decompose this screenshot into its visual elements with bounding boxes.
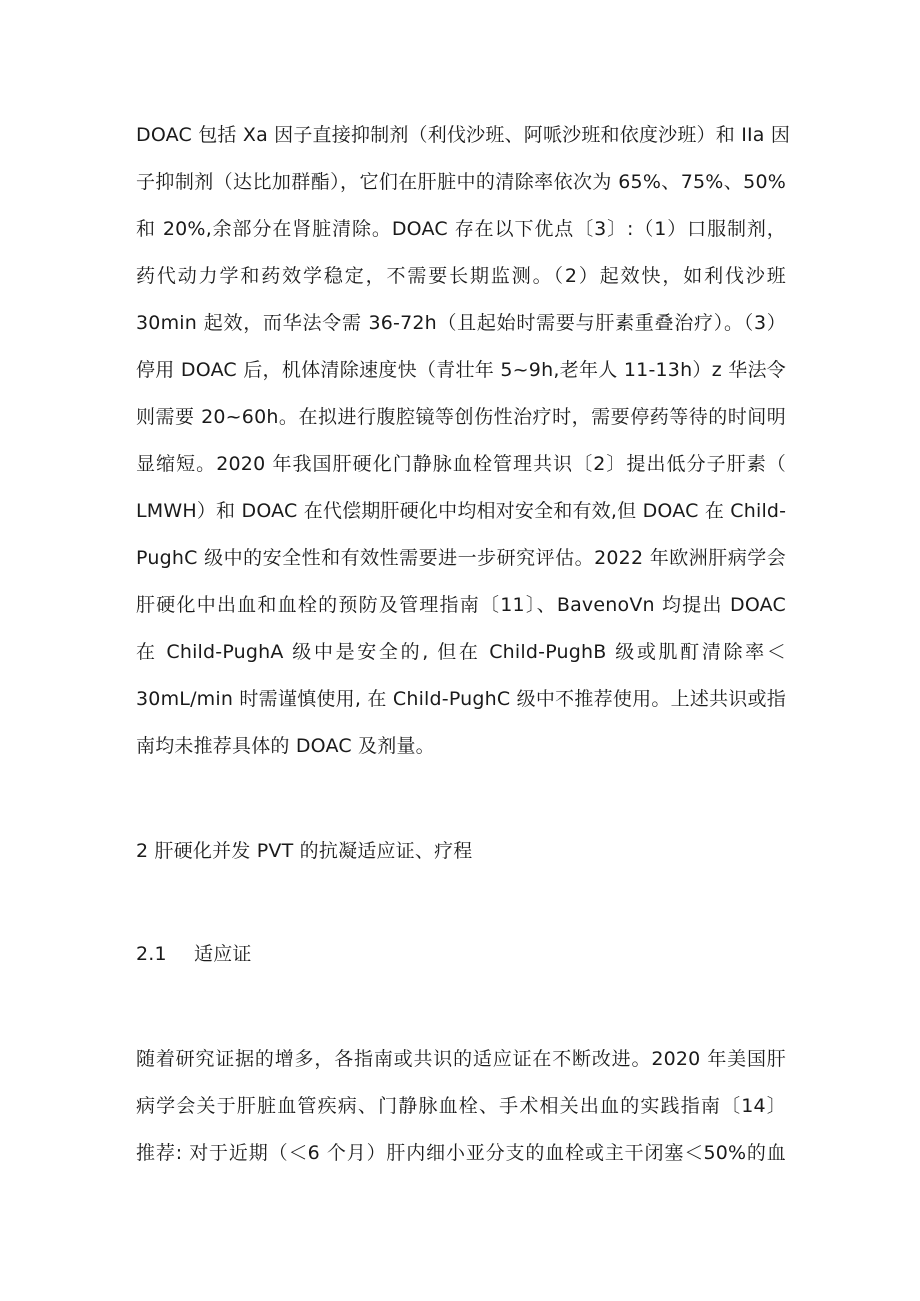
paragraph-line: 30min 起效，而华法令需 36-72h（且起始时需要与肝素重叠治疗）。（3） [136, 312, 786, 334]
paragraph-line: 和 20%,余部分在肾脏清除。DOAC 存在以下优点〔3〕:（1）口服制剂， [136, 218, 786, 240]
subsection-number: 2.1 [136, 943, 167, 965]
paragraph-line: 则需要 20~60h。在拟进行腹腔镜等创伤性治疗时，需要停药等待的时间明 [136, 406, 786, 428]
paragraph-line: 肝硬化中出血和血栓的预防及管理指南〔11〕、BavenoVn 均提出 DOAC [136, 594, 786, 616]
paragraph-line: DOAC 包括 Xa 因子直接抑制剂（利伐沙班、阿哌沙班和依度沙班）和 IIa 因 [136, 124, 791, 146]
paragraph-line: 在 Child-PughA 级中是安全的, 但在 Child-PughB 级或肌酊清除率＜ [136, 641, 786, 663]
paragraph-line: 推荐: 对于近期（＜6 个月）肝内细小亚分支的血栓或主干闭塞＜50%的血 [136, 1142, 786, 1164]
paragraph-line: LMWH）和 DOAC 在代偿期肝硬化中均相对安全和有效,但 DOAC 在 Child- [136, 500, 787, 522]
paragraph-line: 子抑制剂（达比加群酯），它们在肝脏中的清除率依次为 65%、75%、50% [136, 171, 786, 193]
paragraph-line: 随着研究证据的增多，各指南或共识的适应证在不断改进。2020 年美国肝 [136, 1048, 786, 1070]
paragraph-line: 30mL/min 时需谨慎使用, 在 Child-PughC 级中不推荐使用。上述共识或指 [136, 688, 786, 710]
paragraph-line: 南均未推荐具体的 DOAC 及剂量。 [136, 735, 435, 757]
paragraph-line: 显缩短。2020 年我国肝硬化门静脉血栓管理共识〔2〕提出低分子肝素（ [136, 453, 786, 475]
subsection-heading [136, 940, 796, 968]
section-heading: 2 肝硬化并发 PVT 的抗凝适应证、疗程 [136, 840, 473, 862]
paragraph-line: 停用 DOAC 后，机体清除速度快（青壮年 5~9h,老年人 11-13h）z 华法令 [136, 359, 786, 381]
paragraph-line: PughC 级中的安全性和有效性需要进一步研究评估。2022 年欧洲肝病学会 [136, 547, 786, 569]
paragraph-line: 病学会关于肝脏血管疾病、门静脉血栓、手术相关出血的实践指南〔14〕 [136, 1095, 786, 1117]
paragraph-line: 药代动力学和药效学稳定，不需要长期监测。（2）起效快，如利伐沙班 [136, 265, 786, 287]
subsection-title: 适应证 [194, 943, 252, 965]
